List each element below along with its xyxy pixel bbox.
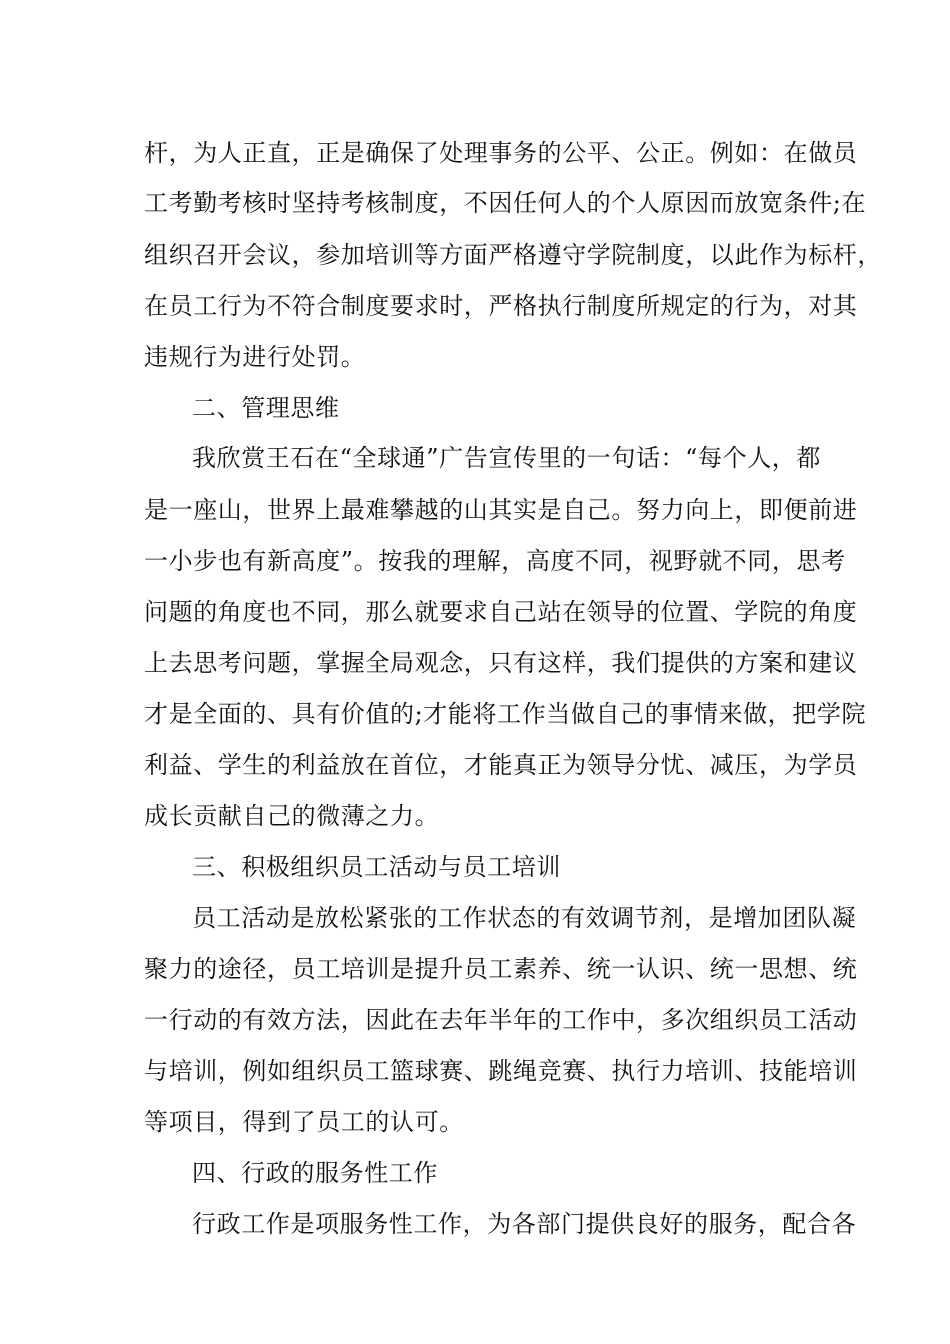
- section-heading: 四、行政的服务性工作: [192, 1159, 438, 1187]
- paragraph-line: 行政工作是项服务性工作，为各部门提供良好的服务，配合各: [192, 1210, 857, 1238]
- paragraph-line: 员工活动是放松紧张的工作状态的有效调节剂，是增加团队凝: [192, 904, 857, 932]
- paragraph-line: 一小步也有新高度”。按我的理解，高度不同，视野就不同，思考: [144, 547, 846, 575]
- section-heading: 二、管理思维: [192, 394, 340, 422]
- paragraph-line: 是一座山，世界上最难攀越的山其实是自己。努力向上，即便前进: [144, 496, 858, 524]
- section-heading: 三、积极组织员工活动与员工培训: [192, 853, 561, 881]
- paragraph-line: 问题的角度也不同，那么就要求自己站在领导的位置、学院的角度: [144, 598, 858, 626]
- paragraph-line: 与培训，例如组织员工篮球赛、跳绳竞赛、执行力培训、技能培训: [144, 1057, 858, 1085]
- paragraph-line: 违规行为进行处罚。: [144, 343, 366, 371]
- paragraph-line: 上去思考问题，掌握全局观念，只有这样，我们提供的方案和建议: [144, 649, 858, 677]
- paragraph-line: 我欣赏王石在“全球通”广告宣传里的一句话：“每个人，都: [192, 444, 822, 472]
- paragraph-line: 利益、学生的利益放在首位，才能真正为领导分忧、减压，为学员: [144, 751, 858, 779]
- paragraph-line: 聚力的途径，员工培训是提升员工素养、统一认识、统一思想、统: [144, 955, 858, 983]
- paragraph-line: 杆，为人正直，正是确保了处理事务的公平、公正。例如：在做员: [144, 139, 858, 167]
- paragraph-line: 一行动的有效方法，因此在去年半年的工作中，多次组织员工活动: [144, 1006, 858, 1034]
- paragraph-line: 等项目，得到了员工的认可。: [144, 1108, 464, 1136]
- paragraph-line: 工考勤考核时坚持考核制度，不因任何人的个人原因而放宽条件;在: [144, 189, 867, 217]
- paragraph-line: 组织召开会议，参加培训等方面严格遵守学院制度，以此作为标杆，: [144, 241, 882, 269]
- paragraph-line: 在员工行为不符合制度要求时，严格执行制度所规定的行为，对其: [144, 292, 858, 320]
- paragraph-line: 才是全面的、具有价值的;才能将工作当做自己的事情来做，把学院: [144, 700, 867, 728]
- paragraph-line: 成长贡献自己的微薄之力。: [144, 802, 440, 830]
